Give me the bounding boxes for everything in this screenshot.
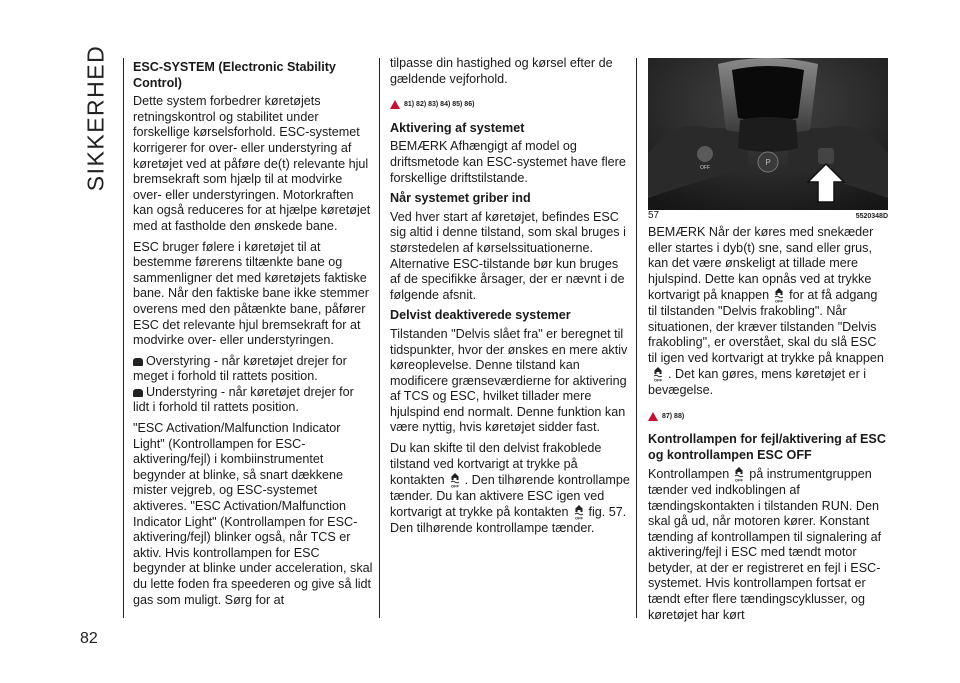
esc-off-icon bbox=[449, 472, 461, 488]
heading-indicator-lamp: Kontrollampen for fejl/aktivering af ESC og kontrollampen ESC OFF bbox=[648, 432, 886, 462]
warning-icon bbox=[648, 412, 658, 421]
svg-text:P: P bbox=[765, 158, 771, 167]
figure-esc-switch bbox=[648, 58, 888, 210]
column-1 bbox=[133, 56, 373, 613]
warning-refs: 81) 82) 83) 84) 85) 86) bbox=[390, 97, 630, 113]
heading-activation: Aktivering af systemet bbox=[390, 120, 525, 135]
column-rule bbox=[636, 58, 637, 618]
page-number: 82 bbox=[80, 630, 98, 647]
column-rule bbox=[379, 58, 380, 618]
column-2 bbox=[390, 56, 630, 542]
paragraph: Dette system forbedrer køretøjets retningskontrol og stabilitet under forskellige kørselsforhold. ESC-systemet korrigerer for over- eller understyring af køretøjet ved at påføre de(t) relevante hjul bremsekraft som hjælp til at modvirke over- eller understyringen. Motorkraften kan også reduceres for at hjælpe køretøjet med at fastholde den ønskede bane. bbox=[133, 94, 371, 233]
paragraph: Kontrollampen på instrumentgruppen tænder ved indkoblingen af tændingskontakten i tilstanden RUN. Den skal gå ud, når motoren kører. Konstant tænding af kontrollampen til signalering af aktivering/fejl i ESC med tændt motor betyder, at der er registreret en fejl i ESC-systemet. Hvis kontrollampen fortsat er tændt efter flere tændingscyklusser, og køretøjet har kørt bbox=[648, 467, 882, 622]
paragraph: ESC bruger følere i køretøjet til at bestemme førerens tiltænkte bane og sammenligner det med køretøjets faktiske bane. Når den faktiske bane ikke stemmer overens med den påtænkte bane, påfører ESC det relevante hjul bremsekraft for at modvirke over- eller understyringen. bbox=[133, 239, 369, 348]
svg-text:OFF: OFF bbox=[700, 165, 710, 171]
section-title: SIKKERHED bbox=[82, 44, 109, 192]
warning-refs: 87) 88) bbox=[648, 409, 888, 425]
paragraph: BEMÆRK Når der køres med snekæder eller startes i dyb(t) sne, sand eller grus, kan det være ønskeligt at tillade mere hjulspind. Dette kan opnås ved at trykke kortvarigt på knappen for at få adgang til tilstanden "Delvis frakobling". Når situationen, der kræver tilstanden "Delvis frakobling", er overstået, skal du slå ESC til igen ved kortvarigt at trykke på knappen. Det kan gøres, mens køretøjet er i bevægelse. bbox=[648, 225, 884, 397]
oversteer-item: Overstyring - når køretøjet drejer for meget i forhold til rattets position. bbox=[133, 353, 347, 384]
paragraph: BEMÆRK Afhængigt af model og driftsmetode kan ESC-systemet have flere forskellige driftstilstande. bbox=[390, 139, 626, 185]
understeer-item: Understyring - når køretøjet drejer for lidt i forhold til rattets position. bbox=[133, 384, 354, 415]
car-icon bbox=[133, 358, 143, 366]
esc-off-icon bbox=[652, 366, 664, 382]
figure-caption: 57 5520348D bbox=[648, 210, 888, 221]
column-3 bbox=[648, 225, 888, 628]
esc-off-icon bbox=[773, 287, 785, 303]
heading-partial-off: Delvist deaktiverede systemer bbox=[390, 308, 571, 323]
paragraph: Tilstanden "Delvis slået fra" er beregnet til tidspunkter, hvor der ønskes en mere aktiv køreoplevelse. Denne tilstand kan modificere grænseværdierne for aktivering af TCS og ESC, hvilket tillader mere hjulspind end normalt. Denne funktion kan være nyttig, hvis køretøjet sidder fast. bbox=[390, 326, 628, 435]
paragraph: Ved hver start af køretøjet, befindes ESC sig altid i denne tilstand, som skal bruges i størstedelen af kørselssituationerne. Alternative ESC-tilstande bør kun bruges af de specifikke årsager, der er nævnt i de følgende afsnit. bbox=[390, 209, 626, 302]
car-icon bbox=[133, 389, 143, 397]
heading-when-active: Når systemet griber ind bbox=[390, 191, 531, 206]
paragraph: tilpasse din hastighed og kørsel efter de gældende vejforhold. bbox=[390, 56, 613, 86]
heading-esc-system: ESC-SYSTEM (Electronic Stability Control) bbox=[133, 60, 336, 90]
paragraph: "ESC Activation/Malfunction Indicator Light" (Kontrollampen for ESC-aktivering/fejl) i kombiinstrumentet begynder at blinke, så snart dækkene mister vejgreb, og ESC-systemet aktiveres. "ESC Activation/Malfunction Indicator Light" (Kontrollampen for ESC-aktivering/fejl) blinker også, når TCS er aktiv. Hvis kontrollampen for ESC begynder at blinke under acceleration, skal du lette foden fra speederen og give så lidt gas som muligt. Sørg for at bbox=[133, 421, 373, 607]
warning-icon bbox=[390, 100, 400, 109]
esc-off-icon bbox=[573, 504, 585, 520]
esc-icon bbox=[733, 466, 745, 482]
paragraph: Du kan skifte til den delvist frakoblede tilstand ved kortvarigt at trykke på kontakten . Den tilhørende kontrollampe tænder. Du kan aktivere ESC igen ved kortvarigt at trykke på kontakten fig. 57. Den tilhørende kontrollampe tænder. bbox=[390, 441, 630, 536]
console-illustration bbox=[648, 58, 888, 210]
column-rule bbox=[123, 58, 124, 618]
